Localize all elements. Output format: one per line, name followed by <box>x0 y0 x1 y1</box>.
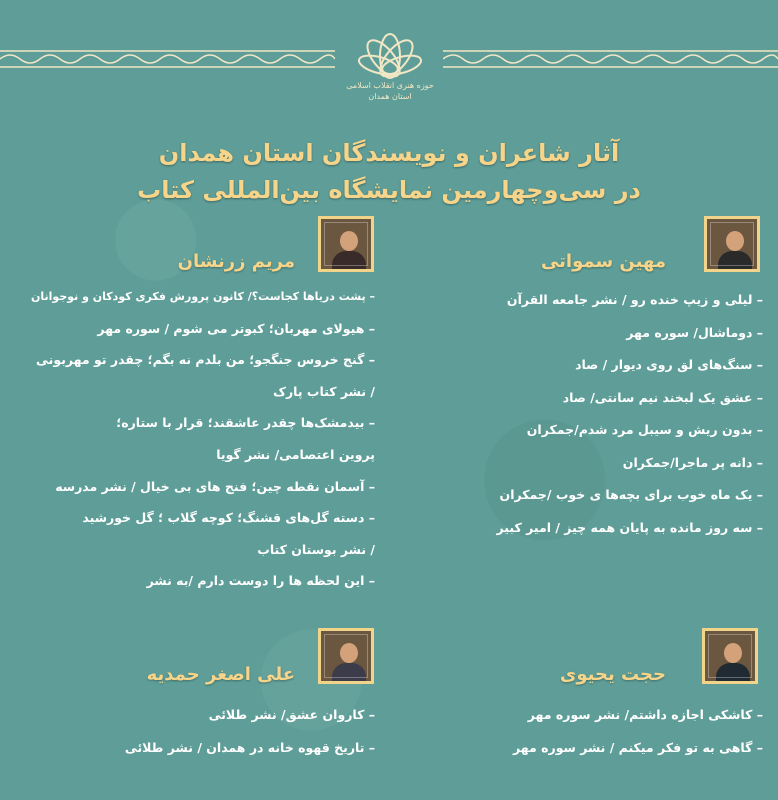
author-works-yahyavi <box>433 698 763 764</box>
author-works-zarneshan <box>0 281 375 597</box>
list-item: – سه روز مانده به پایان همه چیز / امیر کبیر <box>496 519 763 535</box>
list-item: – عشق یک لبخند نیم سانتی/ صاد <box>562 389 763 405</box>
page-subtitle: در سی‌وچهارمین نمایشگاه بین‌المللی کتاب <box>137 176 641 204</box>
list-item: – تاریخ قهوه خانه در همدان / نشر طلائی <box>124 740 375 755</box>
author-works-hamdieh <box>45 698 375 764</box>
list-item: – دسته گل‌های قشنگ؛ کوچه گلاب ؛ گل خورشید <box>82 510 375 526</box>
decorative-border-right <box>443 48 778 70</box>
list-item: – بیدمشک‌ها چقدر عاشقند؛ قرار با ستاره؛ <box>116 415 375 431</box>
list-item: / نشر کتاب پارک <box>273 383 375 399</box>
logo-caption <box>340 80 440 102</box>
list-item: – بدون ریش و سیبل مرد شدم/جمکران <box>526 422 763 437</box>
list-item: – هیولای مهربان؛ کبوتر می شوم / سوره مهر <box>97 320 375 336</box>
author-avatar-hamdieh <box>318 628 374 684</box>
list-item: – کاشکی اجازه داشتم/ نشر سوره مهر <box>527 707 763 722</box>
list-item: – گاهی به تو فکر میکنم / نشر سوره مهر <box>513 740 763 755</box>
list-item: – دانه پر ماجرا/جمکران <box>622 454 763 470</box>
author-avatar-samavati <box>704 216 760 272</box>
list-item: / نشر بوستان کتاب <box>257 541 375 557</box>
list-item: – لیلی و زیپ خنده رو / نشر جامعه القرآن <box>506 292 763 307</box>
author-works-samavati <box>413 284 763 544</box>
list-item: – یک ماه خوب برای بچه‌ها ی خوب /جمکران <box>499 487 763 502</box>
author-name-yahyavi: حجت یحیوی <box>559 664 666 685</box>
logo-caption-line1: حوزه هنری انقلاب اسلامی <box>346 81 434 90</box>
list-item: – گنج خروس جنگجو؛ من بلدم نه بگم؛ چقدر تو مهربونی <box>36 352 375 368</box>
author-name-zarneshan: مریم زرنشان <box>177 251 295 272</box>
list-item: – کاروان عشق/ نشر طلائی <box>208 707 375 722</box>
author-name-samavati: مهین سمواتی <box>540 251 666 272</box>
list-item: – این لحظه ها را دوست دارم /به نشر <box>146 573 375 589</box>
logo-caption-line2: استان همدان <box>368 92 412 101</box>
list-item: – سنگ‌های لق روی دیوار / صاد <box>575 357 763 372</box>
author-avatar-yahyavi <box>702 628 758 684</box>
list-item: پروین اعتصامی/ نشر گویا <box>216 446 375 462</box>
list-item: – پشت دریاها کجاست؟/ کانون پرورش فکری کودکان و نوجوانان <box>31 290 375 303</box>
page-title: آثار شاعران و نویسندگان استان همدان <box>158 139 620 167</box>
author-name-hamdieh: علی اصغر حمدیه <box>146 664 295 685</box>
list-item: – آسمان نقطه چین؛ فنج های بی خیال / نشر مدرسه <box>55 478 375 494</box>
author-avatar-zarneshan <box>318 216 374 272</box>
list-item: – دوماشال/ سوره مهر <box>626 324 763 340</box>
decorative-border-left <box>0 48 335 70</box>
